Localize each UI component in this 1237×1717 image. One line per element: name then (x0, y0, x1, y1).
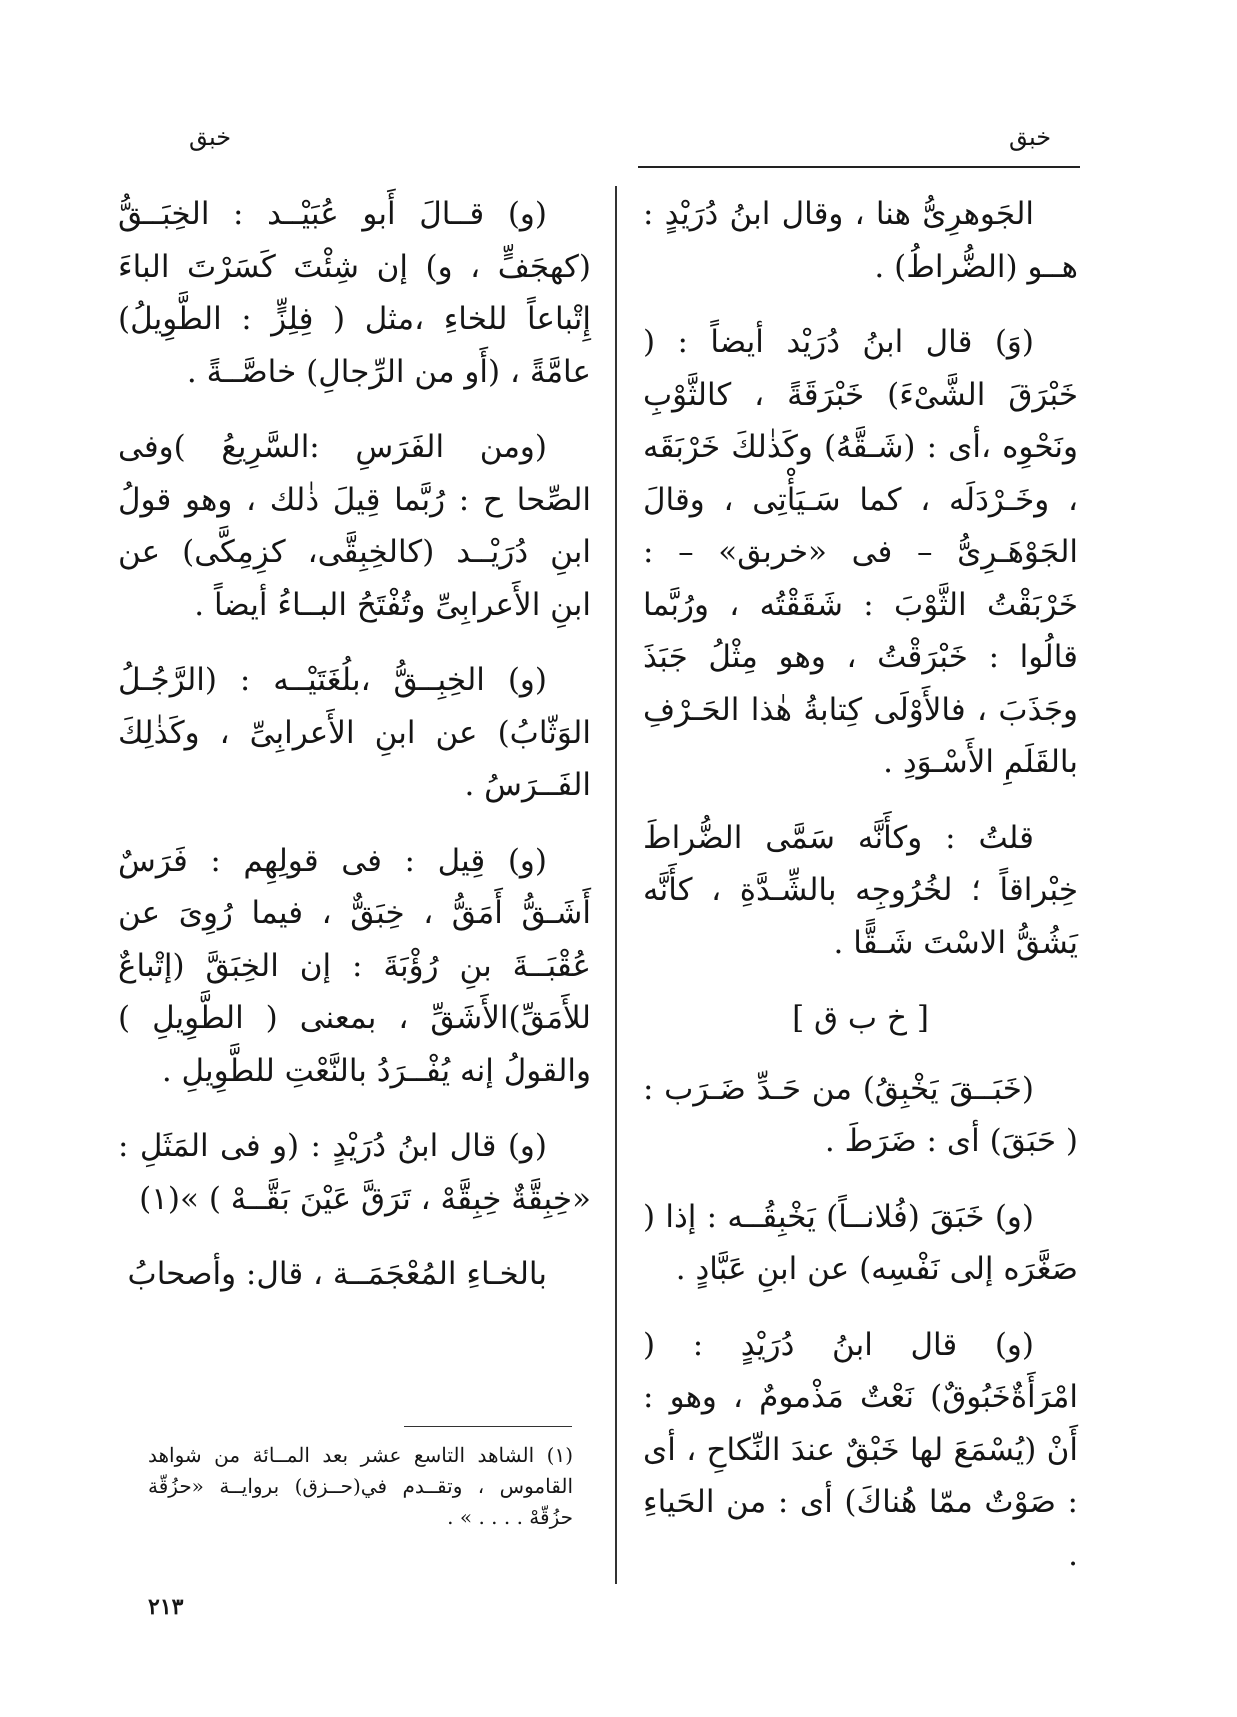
left-column (118, 188, 591, 1324)
entry-paragraph: الجَوهرِىُّ هنا ، وقال ابنُ دُرَيْدٍ : هــو (الضُّراطُ) . (643, 196, 1078, 285)
entry-paragraph: (و) خَبَقَ (فُلانــاً) يَخْبِقُــه : إذا ( صَغَّرَه إلى نَفْسِه) عن ابنِ عَبَّادٍ . (643, 1198, 1078, 1287)
column-divider (615, 186, 617, 1584)
footnote-text: (١) الشاهد التاسع عشر بعد المــائة من شواهد القاموس ، وتقــدم في(حــزق) بروايــة «حزُقّة حزُقّهْ . . . . » . (148, 1443, 573, 1529)
entry-paragraph: (و) قال ابنُ دُرَيْدٍ : ( امْرَأَةٌخَبُوقٌ) نَعْتٌ مَذْمومٌ ، وهو : أَنْ (يُسْمَعَ لها خَبْقٌ عندَ النِّكاحِ ، أى : صَوْتٌ ممّا هُناكَ) أى : من الحَياءِ . (643, 1326, 1078, 1573)
entry-paragraph: (و) قال ابنُ دُرَيْدٍ : (و فى المَثَلِ : «خِبِقَّةٌ خِبِقَّهْ ، تَرَقَّ عَيْنَ بَقَّــهْ ) »(١) (118, 1128, 591, 1217)
page-number: ٢١٣ (148, 1594, 184, 1620)
entry-paragraph: (ومن الفَرَسِ :السَّرِيعُ )وفى الصِّحا ح : رُبَّما قِيلَ ذٰلك ، وهو قولُ ابنِ دُرَيْــد (كالخِبِقَّى، كزِمِكَّى) عن ابنِ الأَعرابِىِّ وتُفْتَحُ البــاءُ أيضاً . (118, 429, 591, 623)
entry-heading: [ خ ب ق ] (792, 1000, 929, 1036)
header-word-right: خبق (1008, 123, 1052, 151)
entry-paragraph: بالخـاءِ المُعْجَمَــة ، قال: وأصحابُ (127, 1256, 547, 1292)
header-rule (638, 166, 1080, 168)
entry-paragraph: (وَ) قال ابنُ دُرَيْد أيضاً : ( خَبْرَقَ الشَّىْءَ) خَبْرَقَةً ، كالثَّوْبِ ونَحْوِه ،أى : (شَـقَّهُ) وكَذٰلكَ خَرْبَقَه ، وخَـرْدَلَه ، كما سَـيَأْتِى ، وقالَ الجَوْهَـرِىُّ – فى «خربق» – : خَرْبَقْتُ الثَّوْبَ : شَقَقْتُه ، ورُبَّما قالُوا : خَبْرَقْتُ ، وهو مِثْلُ جَبَذَ وجَذَبَ ، فالأَوْلَى كِتابةُ هٰذا الحَـرْفِ بالقَلَمِ الأَسْـوَدِ . (643, 324, 1078, 780)
footnote-rule (404, 1426, 572, 1427)
entry-paragraph: (و) الخِبِــقُّ ،بلُغَتَيْــه : (الرَّجُـلُ الوَثّابُ) عن ابنِ الأَعرابِىِّ ، وكَذٰلِكَ الفَــرَسُ . (118, 662, 591, 803)
footnote (148, 1440, 573, 1533)
entry-paragraph: (و) قــالَ أَبو عُبَيْــد : الخِبَــقُّ (كهجَفٍّ ، و) إن شِئْتَ كَسَرْتَ الباءَ إِتْباعاً للخاءِ ،مثل ( فِلِزٍّ : الطَّوِيلُ) عامَّةً ، (أَو من الرِّجالِ) خاصَّــةً . (118, 196, 591, 390)
right-column (643, 188, 1078, 1604)
entry-paragraph: (و) قِيل : فى قولِهِم : فَرَسٌ أَشَـقُّ أَمَقُّ ، خِبَقٌّ ، فيما رُوِىَ عن عُقْبَــةَ بنِ رُؤْبَةَ : إن الخِبَقَّ (إتْباعٌ للأَمَقِّ)الأَشَقِّ ، بمعنى ( الطَّوِيلِ ) والقولُ إنه يُفْــرَدُ بالنَّعْتِ للطَّوِيلِ . (118, 842, 591, 1089)
header-word-left: خبق (188, 123, 232, 151)
entry-paragraph: قلتُ : وكأَنَّه سَمَّى الضُّراطَ خِبْراقاً ؛ لخُرُوجِه بالشِّـدَّةِ ، كأَنَّه يَشُقُّ الاسْتَ شَـقًّا . (643, 819, 1078, 961)
entry-paragraph: (خَبَــقَ يَخْبِقُ) من حَـدِّ ضَـرَب : ( حَبَقَ) أى : ضَرَطَ . (643, 1070, 1078, 1159)
